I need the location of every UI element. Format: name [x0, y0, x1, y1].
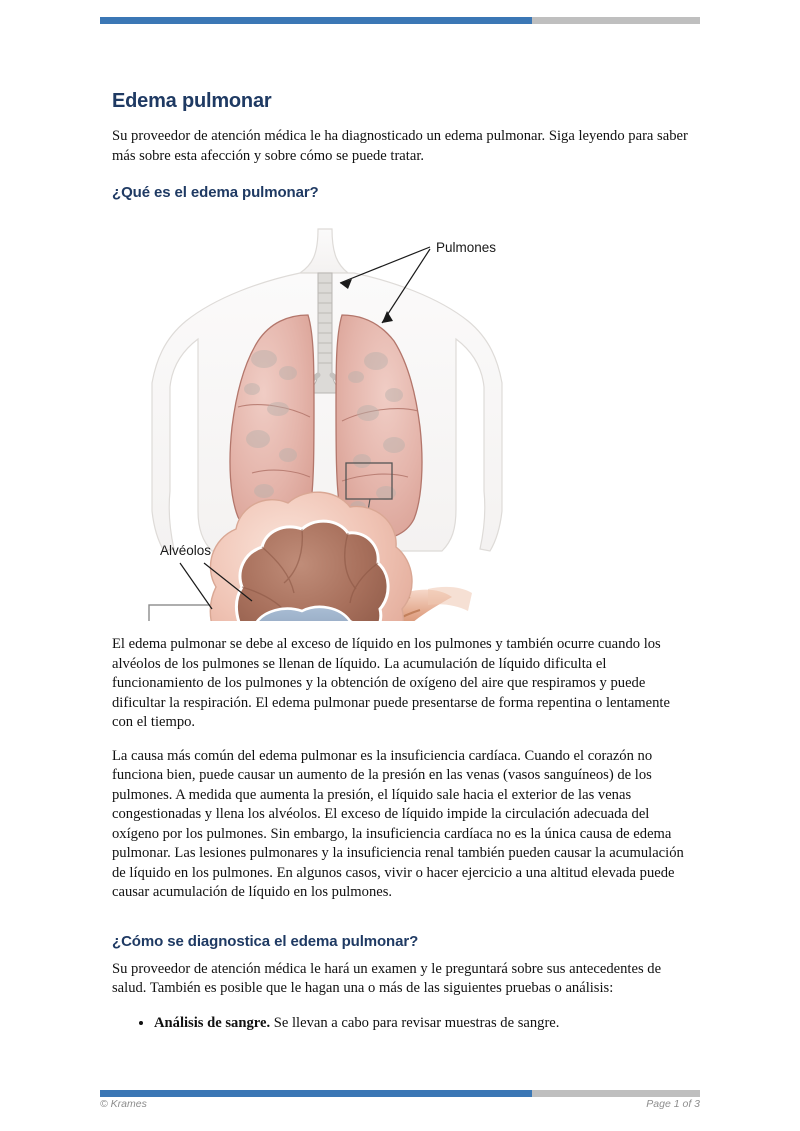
- page-title: Edema pulmonar: [112, 90, 272, 112]
- label-pulmones: Pulmones: [436, 240, 497, 255]
- paragraph-what-is-1: El edema pulmonar se debe al exceso de líquido en los pulmones y también ocurre cuando los alvéolos de los pulmones se llenan de líquido. La acumulación de líquido dificulta el funcionamiento de los pulmones y la obtención de oxígeno del aire que respiramos y puede dificultar la respiración. El edema pulmonar puede presentarse de forma repentina o lentamente con el tiempo.: [112, 636, 670, 730]
- intro-paragraph: Su proveedor de atención médica le ha diagnosticado un edema pulmonar. Siga leyendo para saber más sobre esta afección y sobre cómo se puede tratar.: [112, 128, 688, 164]
- label-alveolos: Alvéolos: [160, 543, 212, 558]
- paragraph-what-is-2: La causa más común del edema pulmonar es la insuficiencia cardíaca. Cuando el corazón no funciona bien, puede causar un aumento de la presión en las venas (vasos sanguíneos) de los pulmones. A medida que aumenta la presión, el líquido sale hacia el exterior de las venas congestionadas y llena los alvéolos. El exceso de líquido impide la circulación adecuada del oxígeno por los pulmones. Sin embargo, la insuficiencia cardíaca no es la única causa de edema pulmonar. Las lesiones pulmonares y la insuficiencia renal también pueden causar la acumulación de líquido en los pulmones. En algunos casos, vivir o hacer ejercicio a una altitud elevada puede causar acumulación de líquido en los pulmones.: [112, 747, 684, 900]
- list-item-lead: Análisis de sangre.: [154, 1014, 271, 1031]
- section-heading-diagnosis: ¿Cómo se diagnostica el edema pulmonar?: [112, 932, 419, 950]
- section-heading-what-is: ¿Qué es el edema pulmonar?: [112, 184, 319, 201]
- header-progress-fill: [100, 17, 532, 24]
- footer-progress-bar: [100, 1090, 700, 1097]
- header-progress-bar: [100, 17, 700, 24]
- neck-shape: [300, 229, 348, 273]
- figure-illustration: [112, 211, 690, 621]
- paragraph-diagnosis-1: Su proveedor de atención médica le hará un examen y le preguntará sobre sus antecedentes de salud. También es posible que le hagan una o más de las siguientes pruebas o análisis:: [112, 960, 662, 996]
- figure-pulmonary-edema: [112, 211, 690, 621]
- list-item-rest: Se llevan a cabo para revisar muestras de sangre.: [270, 1014, 560, 1031]
- document-content: [112, 90, 690, 1039]
- footer-progress-fill: [100, 1090, 532, 1097]
- list-item: [154, 1013, 690, 1033]
- diagnosis-test-list: [112, 1013, 690, 1033]
- page-footer: [100, 1098, 700, 1110]
- copyright-text: © Krames: [100, 1098, 147, 1110]
- page-indicator: Page 1 of 3: [646, 1098, 700, 1110]
